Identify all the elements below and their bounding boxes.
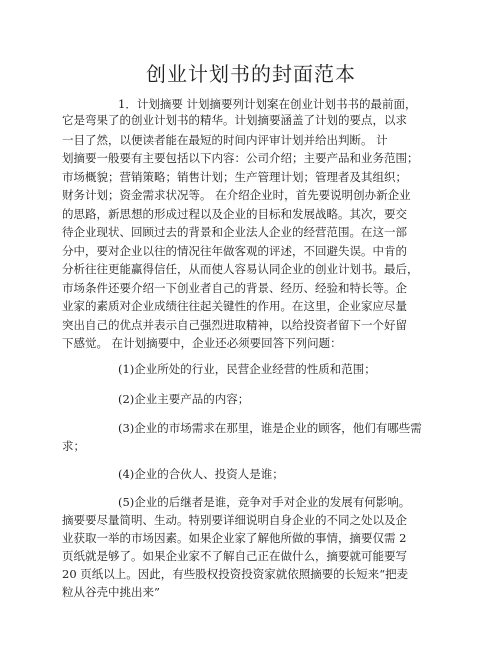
paragraph-line: 业获取一举的市场因素。如果企业家了解他所做的事情，摘要仅需 2 xyxy=(62,531,407,545)
paragraph-line: 摘要要尽量简明、生动。特别要详细说明自身企业的不同之处以及企 xyxy=(62,513,407,527)
paragraph-line: 粒从谷壳中挑出来” xyxy=(62,585,160,599)
paragraph-line: 市场概貌；营销策略；销售计划；生产管理计划；管理者及其组织； xyxy=(62,170,407,184)
paragraph-line: 1．计划摘要 计划摘要列计划案在创业计划书书的最前面， xyxy=(118,97,417,111)
paragraph-line: 分析往往更能赢得信任，从而使人容易认同企业的创业计划书。最后， xyxy=(62,262,419,276)
list-item: (2)企业主要产品的内容； xyxy=(118,392,250,406)
paragraph-line: 页纸就是够了。如果企业家不了解自己正在做什么，摘要就可能要写 xyxy=(62,549,407,563)
list-item: (1)企业所处的行业，民营企业经营的性质和范围； xyxy=(118,362,376,376)
list-item-continuation: 求； xyxy=(62,439,85,453)
paragraph-line: 的思路，新思想的形成过程以及企业的目标和发展战略。其次，要交 xyxy=(62,207,407,221)
paragraph-line: 市场条件还要介绍一下创业者自己的背景、经历、经验和特长等。企 xyxy=(62,281,407,295)
paragraph-line: 突出自己的优点并表示自己强烈进取精神，以给投资者留下一个好留 xyxy=(62,318,407,332)
paragraph-line: 一目了然，以便读者能在最短的时间内评审计划并给出判断。 计 xyxy=(62,133,388,147)
paragraph-line: 划摘要一般要有主要包括以下内容：公司介绍；主要产品和业务范围； xyxy=(62,151,419,165)
document-title: 创业计划书的封面范本 xyxy=(146,62,356,86)
list-item: (3)企业的市场需求在那里，谁是企业的顾客，他们有哪些需 xyxy=(118,421,422,435)
paragraph-line: 20 页纸以上。因此，有些股权投资投资家就依照摘要的长短来“把麦 xyxy=(62,567,409,581)
paragraph-line: 分中，要对企业以往的情况往年做客观的评述，不回避失误。中肯的 xyxy=(62,244,407,258)
paragraph-line: 待企业现状、回顾过去的背景和企业法人企业的经营范围。在这一部 xyxy=(62,225,407,239)
paragraph-line: 下感觉。 在计划摘要中，企业还必须要回答下列问题： xyxy=(62,336,342,350)
paragraph-line: 业家的素质对企业成绩往往起关键性的作用。在这里，企业家应尽量 xyxy=(62,299,407,313)
paragraph-line: 它是弯果了的创业计划书的精华。计划摘要涵盖了计划的要点，以求 xyxy=(62,113,407,127)
paragraph-line: 财务计划；资金需求状况等。 在介绍企业时，首先要说明创办新企业 xyxy=(62,188,411,202)
list-item: (4)企业的合伙人、投资人是谁； xyxy=(118,467,284,481)
list-item: (5)企业的后继者是谁，竞争对手对企业的发展有何影响。 xyxy=(118,495,411,509)
